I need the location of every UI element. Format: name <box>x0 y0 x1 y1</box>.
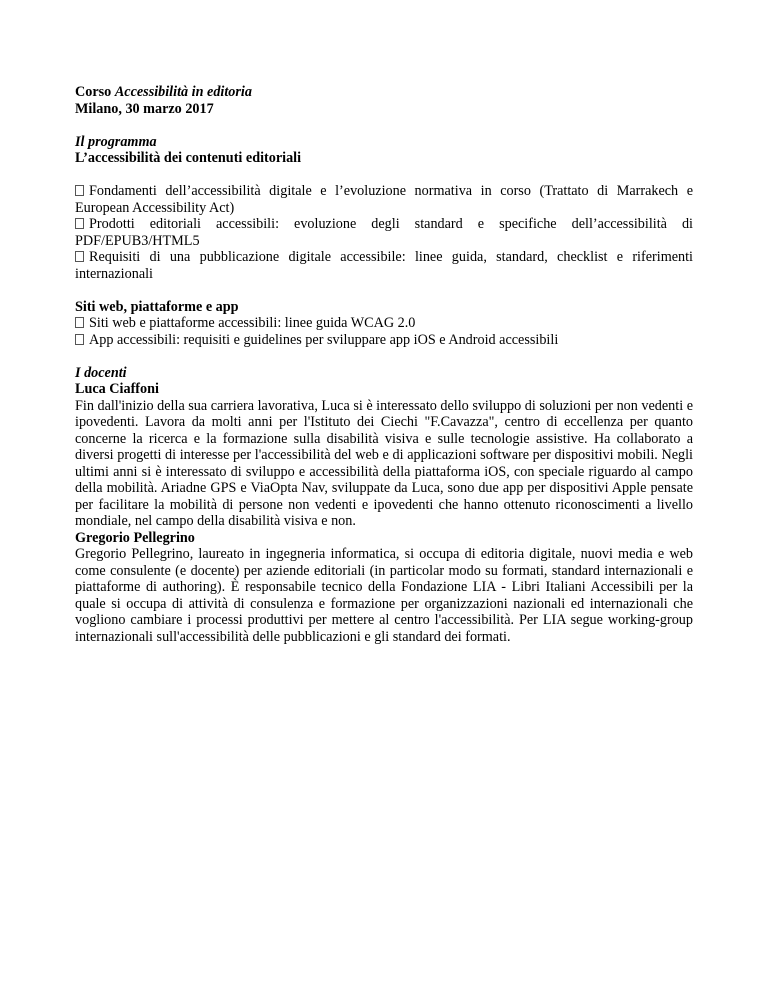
program-heading: Il programma <box>75 133 157 150</box>
bullet-item <box>75 216 693 249</box>
teachers-heading: I docenti <box>75 364 127 381</box>
bullet-item <box>75 315 693 332</box>
teacher-bio: Fin dall'inizio della sua carriera lavorativa, Luca si è interessato dello sviluppo di soluzioni per non vedenti e ipovedenti. Lavora da molti anni per l'Istituto dei Ciechi "F.Cavazza", centro di eccellenza per quanto concerne la ricerca e la formazione sulla disabilità visiva e sulle tecnologie assistive. Ha collaborato a diversi progetti di interesse per l'accessibilità del web e di applicazioni software per dispositivi mobili. Negli ultimi anni si è interessato di sviluppo e accessibilità della piattaforma iOS, con speciale riguardo al campo della mobilità. Ariadne GPS e ViaOpta Nav, sviluppate da Luca, sono due app per dispositivi Apple pensate per facilitare la mobilità di persone non vedenti e ipovedenti che hanno ottenuto riconoscimenti a livello mondiale, nel campo della disabilità visiva e non. <box>75 397 693 529</box>
teacher-name: Luca Ciaffoni <box>75 381 159 397</box>
course-title: Accessibilità in editoria <box>114 84 252 100</box>
spacer <box>75 117 693 134</box>
teacher-name: Gregorio Pellegrino <box>75 529 195 546</box>
bullet-text: App accessibili: requisiti e guidelines per sviluppare app iOS e Android accessibili <box>89 331 559 348</box>
bullet-item <box>75 183 693 216</box>
document-content <box>75 84 693 645</box>
spacer <box>75 167 693 184</box>
teacher-bio: Gregorio Pellegrino, laureato in ingegneria informatica, si occupa di editoria digitale, nuovi media e web come consulente (e docente) per aziende editoriali (in particolar modo su formati, standard internazionali e piattaforme di authoring). È responsabile tecnico della Fondazione LIA - Libri Italiani Accessibili per la quale si occupa di attività di consulenza e formazione per organizzazioni nazionali ed internazionali che vogliono cambiare i processi produttivi per mettere al centro l'accessibilità. Per LIA segue working-group internazionali sull'accessibilità delle pubblicazioni e gli standard dei formati. <box>75 546 693 645</box>
date-line: Milano, 30 marzo 2017 <box>75 100 214 117</box>
checkbox-bullet-icon <box>75 334 84 345</box>
checkbox-bullet-icon <box>75 185 84 196</box>
bullet-text: Fondamenti dell’accessibilità digitale e l’evoluzione normativa in corso (Trattato di Marrakech e European Accessibility Act) <box>75 183 693 216</box>
course-line <box>75 84 693 101</box>
spacer <box>75 282 693 299</box>
spacer <box>75 348 693 365</box>
bullet-item <box>75 249 693 282</box>
course-prefix: Corso <box>75 84 115 100</box>
bullet-text: Prodotti editoriali accessibili: evoluzione degli standard e specifiche dell’accessibilità di PDF/EPUB3/HTML5 <box>75 216 693 249</box>
checkbox-bullet-icon <box>75 317 84 328</box>
section-title-editorial: L’accessibilità dei contenuti editoriali <box>75 150 302 166</box>
bullet-text: Siti web e piattaforme accessibili: linee guida WCAG 2.0 <box>89 315 416 331</box>
checkbox-bullet-icon <box>75 251 84 262</box>
checkbox-bullet-icon <box>75 218 84 229</box>
bullet-item <box>75 332 693 349</box>
bullet-text: Requisiti di una pubblicazione digitale accessibile: linee guida, standard, checklist e riferimenti internazionali <box>75 249 693 282</box>
section-title-web: Siti web, piattaforme e app <box>75 298 239 315</box>
